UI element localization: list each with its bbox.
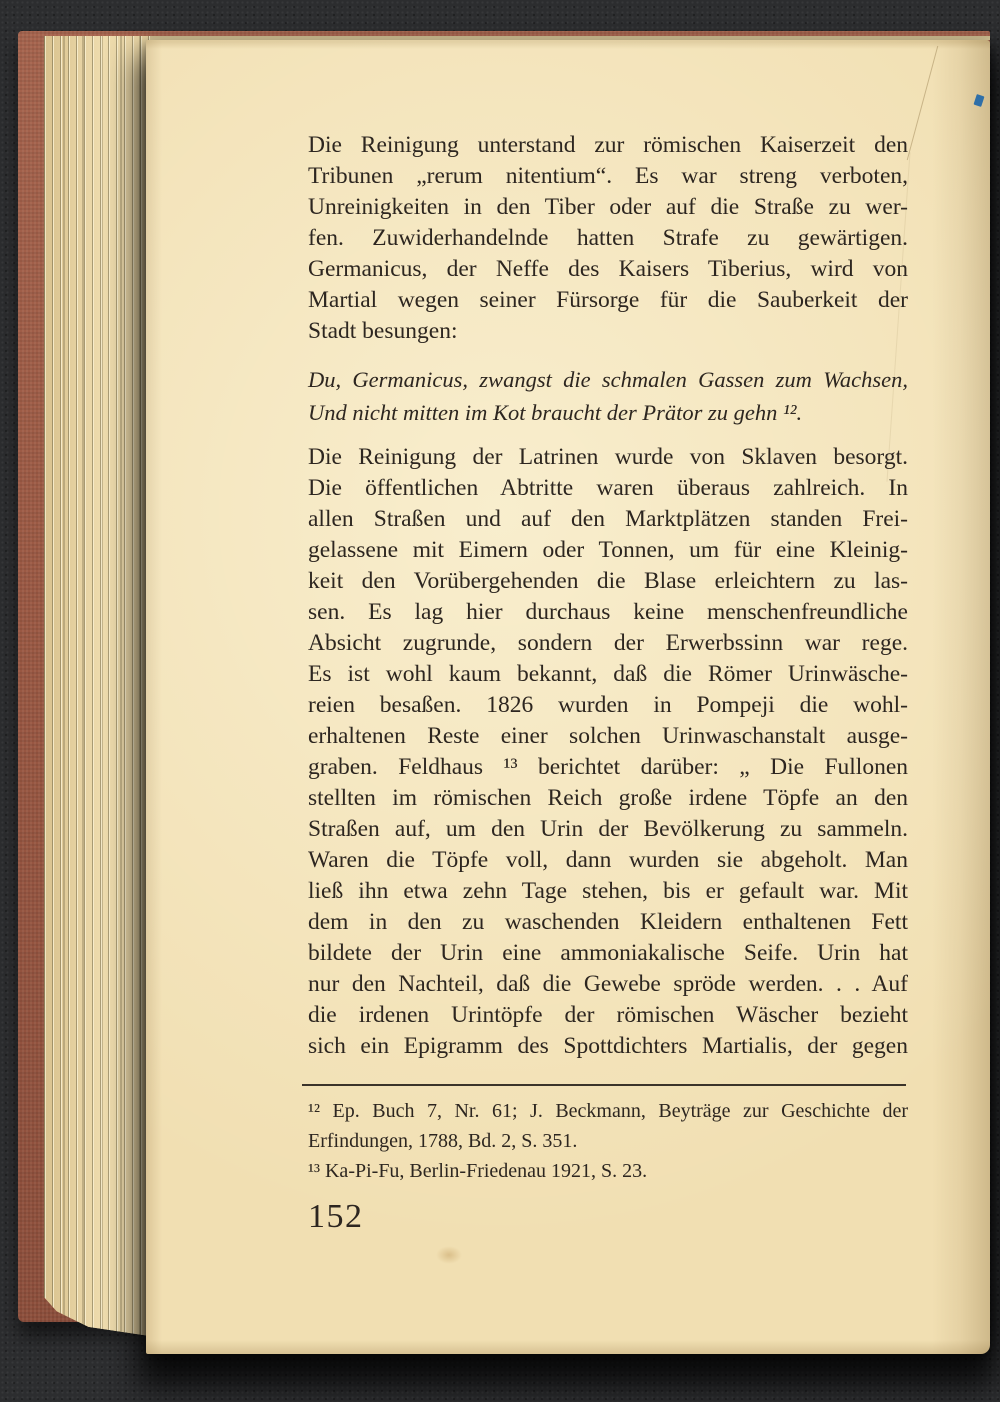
text-line: Unreinigkeiten in den Tiber oder auf die Straße zu wer- (308, 194, 908, 220)
text-line: Die Reinigung der Latrinen wurde von Sklaven besorgt. (308, 444, 908, 470)
verse-quote (308, 363, 908, 429)
paper-stain (436, 1246, 462, 1264)
text-line: erhaltenen Reste einer solchen Urinwaschanstalt ausge- (308, 723, 908, 749)
text-line: keit den Vorübergehenden die Blase erleichtern zu las- (308, 568, 908, 594)
text-line: Germanicus, der Neffe des Kaisers Tiberius, wird von (308, 256, 908, 282)
text-line: Die Reinigung unterstand zur römischen Kaiserzeit den (308, 132, 908, 158)
text-line: sich ein Epigramm des Spottdichters Martialis, der gegen (308, 1033, 908, 1059)
text-line: reien besaßen. 1826 wurden in Pompeji die wohl- (308, 692, 908, 718)
text-line: dem in den zu waschenden Kleidern enthaltenen Fett (308, 909, 908, 935)
page-edge-stack (44, 36, 150, 1336)
text-line: ¹² Ep. Buch 7, Nr. 61; J. Beckmann, Beyträge zur Geschichte der (308, 1100, 908, 1122)
paragraph-1 (308, 130, 908, 347)
text-line: Und nicht mitten im Kot braucht der Prätor zu gehn ¹². (308, 400, 803, 425)
text-line: ließ ihn etwa zehn Tage stehen, bis er gefault war. Mit (308, 878, 908, 904)
text-line: bildete der Urin eine ammoniakalische Seife. Urin hat (308, 940, 908, 966)
text-line: Tribunen „rerum nitentium“. Es war streng verboten, (308, 163, 908, 189)
text-line: Du, Germanicus, zwangst die schmalen Gassen zum Wachsen, (308, 367, 908, 392)
text-line: gelassene mit Eimern oder Tonnen, um für eine Kleinig- (308, 537, 908, 563)
text-line: allen Straßen und auf den Marktplätzen standen Frei- (308, 506, 908, 532)
text-line: Es ist wohl kaum bekannt, daß die Römer Urinwäsche- (308, 661, 908, 687)
text-line: Martial wegen seiner Fürsorge für die Sauberkeit der (308, 287, 908, 313)
footnote-divider (302, 1084, 906, 1086)
paragraph-2 (308, 442, 908, 1062)
text-line: Die öffentlichen Abtritte waren überaus zahlreich. In (308, 475, 908, 501)
text-line: stellten im römischen Reich große irdene Töpfe an den (308, 785, 908, 811)
text-line: sen. Es lag hier durchaus keine menschenfreundliche (308, 599, 908, 625)
text-line: Erfindungen, 1788, Bd. 2, S. 351. (308, 1130, 578, 1152)
text-line: die irdenen Urintöpfe der römischen Wäscher bezieht (308, 1002, 908, 1028)
footnotes (308, 1096, 908, 1186)
text-line: fen. Zuwiderhandelnde hatten Strafe zu gewärtigen. (308, 225, 908, 251)
text-line: graben. Feldhaus ¹³ berichtet darüber: „ Die Fullonen (308, 754, 908, 780)
text-line: nur den Nachteil, daß die Gewebe spröde werden. . . Auf (308, 971, 908, 997)
text-line: Stadt besungen: (308, 318, 458, 344)
text-line: Absicht zugrunde, sondern der Erwerbssinn war rege. (308, 630, 908, 656)
text-line: ¹³ Ka-Pi-Fu, Berlin-Friedenau 1921, S. 23. (308, 1160, 648, 1182)
text-line: Straßen auf, um den Urin der Bevölkerung zu sammeln. (308, 816, 908, 842)
page-number: 152 (308, 1198, 364, 1235)
text-line: Waren die Töpfe voll, dann wurden sie abgeholt. Man (308, 847, 908, 873)
